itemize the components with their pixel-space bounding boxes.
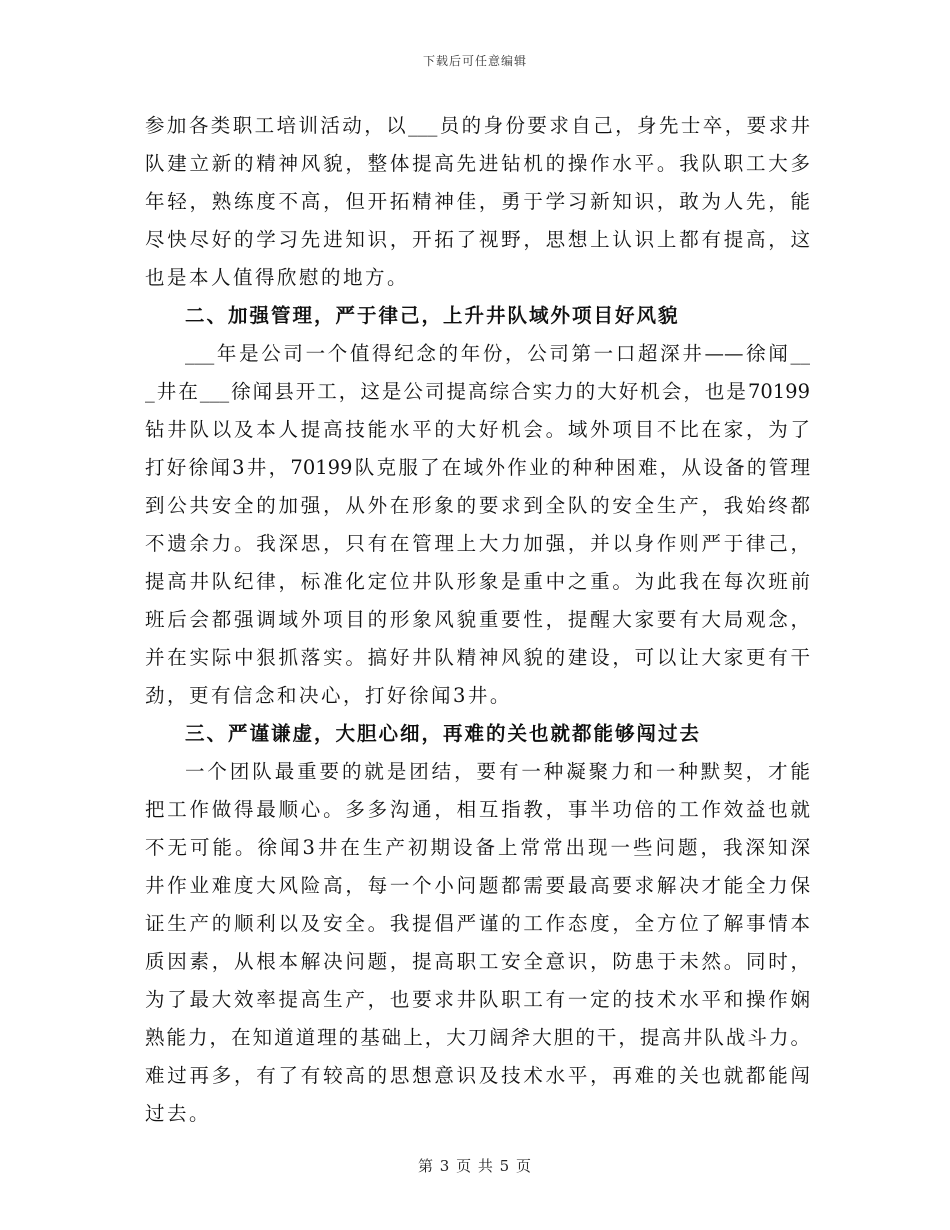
text-line: 钻井队以及本人提高技能水平的大好机会。域外项目不比在家，为了 — [145, 418, 810, 441]
text-line: 为了最大效率提高生产，也要求井队职工有一定的技术水平和操作娴 — [145, 988, 810, 1011]
text-line: 不无可能。徐闻3井在生产初期设备上常常出现一些问题，我深知深 — [145, 836, 810, 859]
text-line: 不遗余力。我深思，只有在管理上大力加强，并以身作则严于律己， — [145, 532, 810, 555]
text-line: 队建立新的精神风貌，整体提高先进钻机的操作水平。我队职工大多 — [145, 152, 810, 175]
text-line: 熟能力，在知道道理的基础上，大刀阔斧大胆的干，提高井队战斗力。 — [145, 1026, 810, 1049]
text-line: ___年是公司一个值得纪念的年份，公司第一口超深井——徐闻__ — [185, 342, 810, 365]
text-line: 把工作做得最顺心。多多沟通，相互指教，事半功倍的工作效益也就 — [145, 798, 810, 821]
text-line: 一个团队最重要的就是团结，要有一种凝聚力和一种默契，才能 — [185, 760, 810, 783]
section-heading: 三、严谨谦虚，大胆心细，再难的关也就都能够闯过去 — [185, 722, 702, 745]
text-line: 质因素，从根本解决问题，提高职工安全意识，防患于未然。同时， — [145, 950, 810, 973]
page-header-note: 下载后可任意编辑 — [422, 54, 527, 68]
text-line: _井在___徐闻县开工，这是公司提高综合实力的大好机会，也是70199 — [145, 380, 810, 403]
text-line: 并在实际中狠抓落实。搞好井队精神风貌的建设，可以让大家更有干 — [145, 646, 810, 669]
document-body — [145, 107, 810, 1133]
text-line: 证生产的顺利以及安全。我提倡严谨的工作态度，全方位了解事情本 — [145, 912, 810, 935]
text-line: 也是本人值得欣慰的地方。 — [145, 266, 410, 289]
text-line: 过去。 — [145, 1102, 212, 1125]
text-line: 劲，更有信念和决心，打好徐闻3井。 — [145, 684, 512, 707]
text-line: 年轻，熟练度不高，但开拓精神佳，勇于学习新知识，敢为人先，能 — [145, 190, 810, 213]
section-heading: 二、加强管理，严于律己，上升井队域外项目好风貌 — [185, 304, 680, 327]
text-line: 参加各类职工培训活动，以___员的身份要求自己，身先士卒，要求井 — [145, 114, 810, 137]
text-line: 班后会都强调域外项目的形象风貌重要性，提醒大家要有大局观念， — [145, 608, 810, 631]
text-line: 井作业难度大风险高，每一个小问题都需要最高要求解决才能全力保 — [145, 874, 810, 897]
text-line: 打好徐闻3井，70199队克服了在域外作业的种种困难，从设备的管理 — [145, 456, 810, 479]
text-line: 到公共安全的加强，从外在形象的要求到全队的安全生产，我始终都 — [145, 494, 810, 517]
page-number-footer: 第 3 页 共 5 页 — [418, 1157, 532, 1175]
text-line: 难过再多，有了有较高的思想意识及技术水平，再难的关也就都能闯 — [145, 1064, 810, 1087]
text-line: 提高井队纪律，标准化定位井队形象是重中之重。为此我在每次班前 — [145, 570, 810, 593]
text-line: 尽快尽好的学习先进知识，开拓了视野，思想上认识上都有提高，这 — [145, 228, 810, 251]
